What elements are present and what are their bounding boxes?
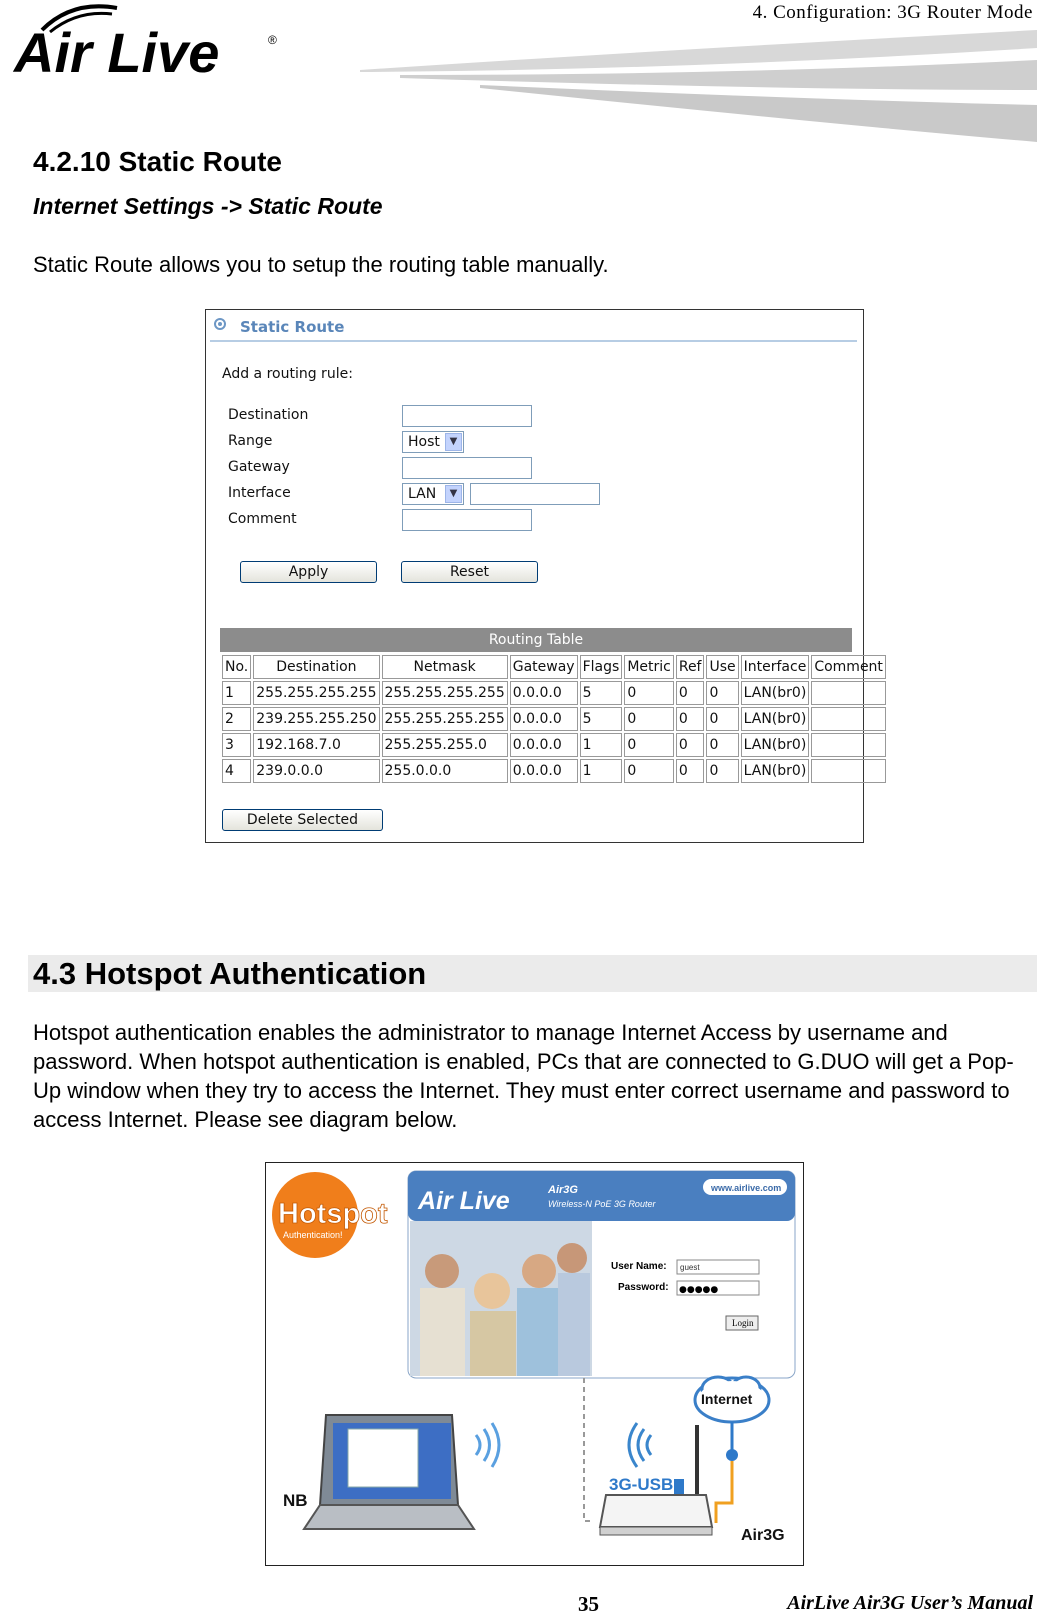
login-product-sub: Wireless-N PoE 3G Router [548, 1199, 656, 1209]
routing-table [220, 653, 888, 785]
col-interface: Interface [741, 655, 810, 679]
nb-label: NB [283, 1491, 308, 1510]
apply-button[interactable]: Apply [240, 561, 377, 583]
table-cell: 0 [676, 707, 705, 731]
section-paragraph: Hotspot authentication enables the administrator to manage Internet Access by username and password. When hotspot authentication is enabled, PCs that are connected to G.DUO will get a Pop-Up window when they try to access the Internet. They must enter correct username and password to access Internet. Please see diagram below. [33, 1020, 1014, 1132]
table-cell: 0 [624, 733, 674, 757]
table-cell [811, 681, 886, 705]
table-cell: 192.168.7.0 [253, 733, 379, 757]
static-route-header [210, 312, 857, 342]
hotspot-logo-sub: Authentication! [283, 1230, 343, 1240]
static-route-screenshot [205, 309, 883, 843]
interface-select-value: LAN [408, 486, 437, 502]
comment-label: Comment [228, 511, 297, 527]
password-label: Password: [618, 1282, 669, 1293]
table-cell: 255.255.255.255 [253, 681, 379, 705]
wifi-signal-icon [629, 1423, 651, 1467]
routing-table-header [222, 655, 886, 679]
table-cell: 0 [676, 733, 705, 757]
table-cell [811, 707, 886, 731]
table-cell: 0 [676, 759, 705, 783]
gateway-label: Gateway [228, 459, 290, 475]
username-value: guest [680, 1263, 700, 1272]
col-netmask: Netmask [382, 655, 508, 679]
destination-label: Destination [228, 407, 309, 423]
table-cell: LAN(br0) [741, 733, 810, 757]
login-brand: Air Live [418, 1187, 510, 1215]
table-cell [811, 733, 886, 757]
hotspot-diagram [265, 1162, 804, 1566]
table-cell: 0 [624, 681, 674, 705]
table-cell: 1 [580, 733, 623, 757]
table-cell[interactable]: 3 [222, 733, 251, 757]
static-route-title: Static Route [240, 318, 345, 336]
table-cell: 5 [580, 681, 623, 705]
table-cell: 0 [706, 759, 738, 783]
col-comment: Comment [811, 655, 886, 679]
chevron-down-icon: ▼ [445, 433, 462, 451]
reset-button[interactable]: Reset [401, 561, 538, 583]
table-cell: 0 [624, 707, 674, 731]
table-cell: 0 [676, 681, 705, 705]
table-cell: 0.0.0.0 [510, 707, 578, 731]
routing-table-caption: Routing Table [220, 628, 852, 652]
section-title: 4.3 Hotspot Authentication [33, 956, 427, 991]
delete-selected-button[interactable]: Delete Selected [222, 809, 383, 831]
table-cell: 255.255.255.0 [382, 733, 508, 757]
table-cell: 0 [624, 759, 674, 783]
login-button-label: Login [732, 1318, 754, 1328]
table-row[interactable] [222, 707, 886, 731]
col-flags: Flags [580, 655, 623, 679]
internet-label: Internet [701, 1391, 753, 1407]
table-row[interactable] [222, 733, 886, 757]
hotspot-logo-text: Hotspot [278, 1198, 388, 1230]
table-cell: 0.0.0.0 [510, 733, 578, 757]
page-number: 35 [578, 1592, 599, 1616]
add-rule-label: Add a routing rule: [222, 366, 353, 382]
table-cell: 255.255.255.255 [382, 707, 508, 731]
col-gateway: Gateway [510, 655, 578, 679]
password-value: ●●●●● [679, 1285, 719, 1295]
col-use: Use [706, 655, 738, 679]
table-cell: LAN(br0) [741, 759, 810, 783]
chapter-header: 4. Configuration: 3G Router Mode [752, 2, 1033, 23]
table-cell: 1 [580, 759, 623, 783]
table-cell: 5 [580, 707, 623, 731]
table-row[interactable] [222, 759, 886, 783]
table-cell: 0.0.0.0 [510, 681, 578, 705]
table-cell: 0 [706, 733, 738, 757]
comment-input[interactable] [402, 509, 532, 531]
table-cell [811, 759, 886, 783]
col-metric: Metric [624, 655, 674, 679]
range-label: Range [228, 433, 273, 449]
manual-title: AirLive Air3G User’s Manual [787, 1592, 1033, 1614]
col-no: No. [222, 655, 251, 679]
table-cell: 255.255.255.255 [382, 681, 508, 705]
chevron-down-icon: ▼ [445, 485, 462, 503]
svg-text:®: ® [268, 33, 277, 47]
table-cell: 239.255.255.250 [253, 707, 379, 731]
destination-input[interactable] [402, 405, 532, 427]
router-label: Air3G [741, 1527, 785, 1544]
table-cell[interactable]: 4 [222, 759, 251, 783]
login-product: Air3G [548, 1184, 578, 1196]
gateway-input[interactable] [402, 457, 532, 479]
table-cell: LAN(br0) [741, 707, 810, 731]
range-select[interactable] [402, 431, 464, 453]
table-cell: 0 [706, 707, 738, 731]
login-url: www.airlive.com [711, 1183, 782, 1193]
usb-label: 3G-USB [609, 1475, 674, 1494]
username-label: User Name: [611, 1261, 667, 1272]
table-cell: LAN(br0) [741, 681, 810, 705]
logo-text: Air Live [14, 21, 220, 82]
table-cell: 255.0.0.0 [382, 759, 508, 783]
section-title: 4.2.10 Static Route [33, 146, 282, 177]
airlive-logo [12, 0, 284, 82]
menu-path: Internet Settings -> Static Route [33, 193, 383, 219]
col-destination: Destination [253, 655, 379, 679]
interface-select[interactable] [402, 483, 464, 505]
table-row[interactable] [222, 681, 886, 705]
table-cell[interactable]: 2 [222, 707, 251, 731]
interface-label: Interface [228, 485, 291, 501]
laptop-icon [304, 1415, 474, 1529]
table-cell[interactable]: 1 [222, 681, 251, 705]
col-ref: Ref [676, 655, 705, 679]
table-cell: 0 [706, 681, 738, 705]
header-swoosh [360, 30, 1037, 145]
section-intro: Static Route allows you to setup the routing table manually. [33, 252, 609, 277]
range-select-value: Host [408, 434, 440, 450]
radio-bullet-icon [214, 318, 226, 330]
table-cell: 239.0.0.0 [253, 759, 379, 783]
interface-custom-input[interactable] [470, 483, 600, 505]
table-cell: 0.0.0.0 [510, 759, 578, 783]
wifi-signal-icon [476, 1423, 499, 1467]
